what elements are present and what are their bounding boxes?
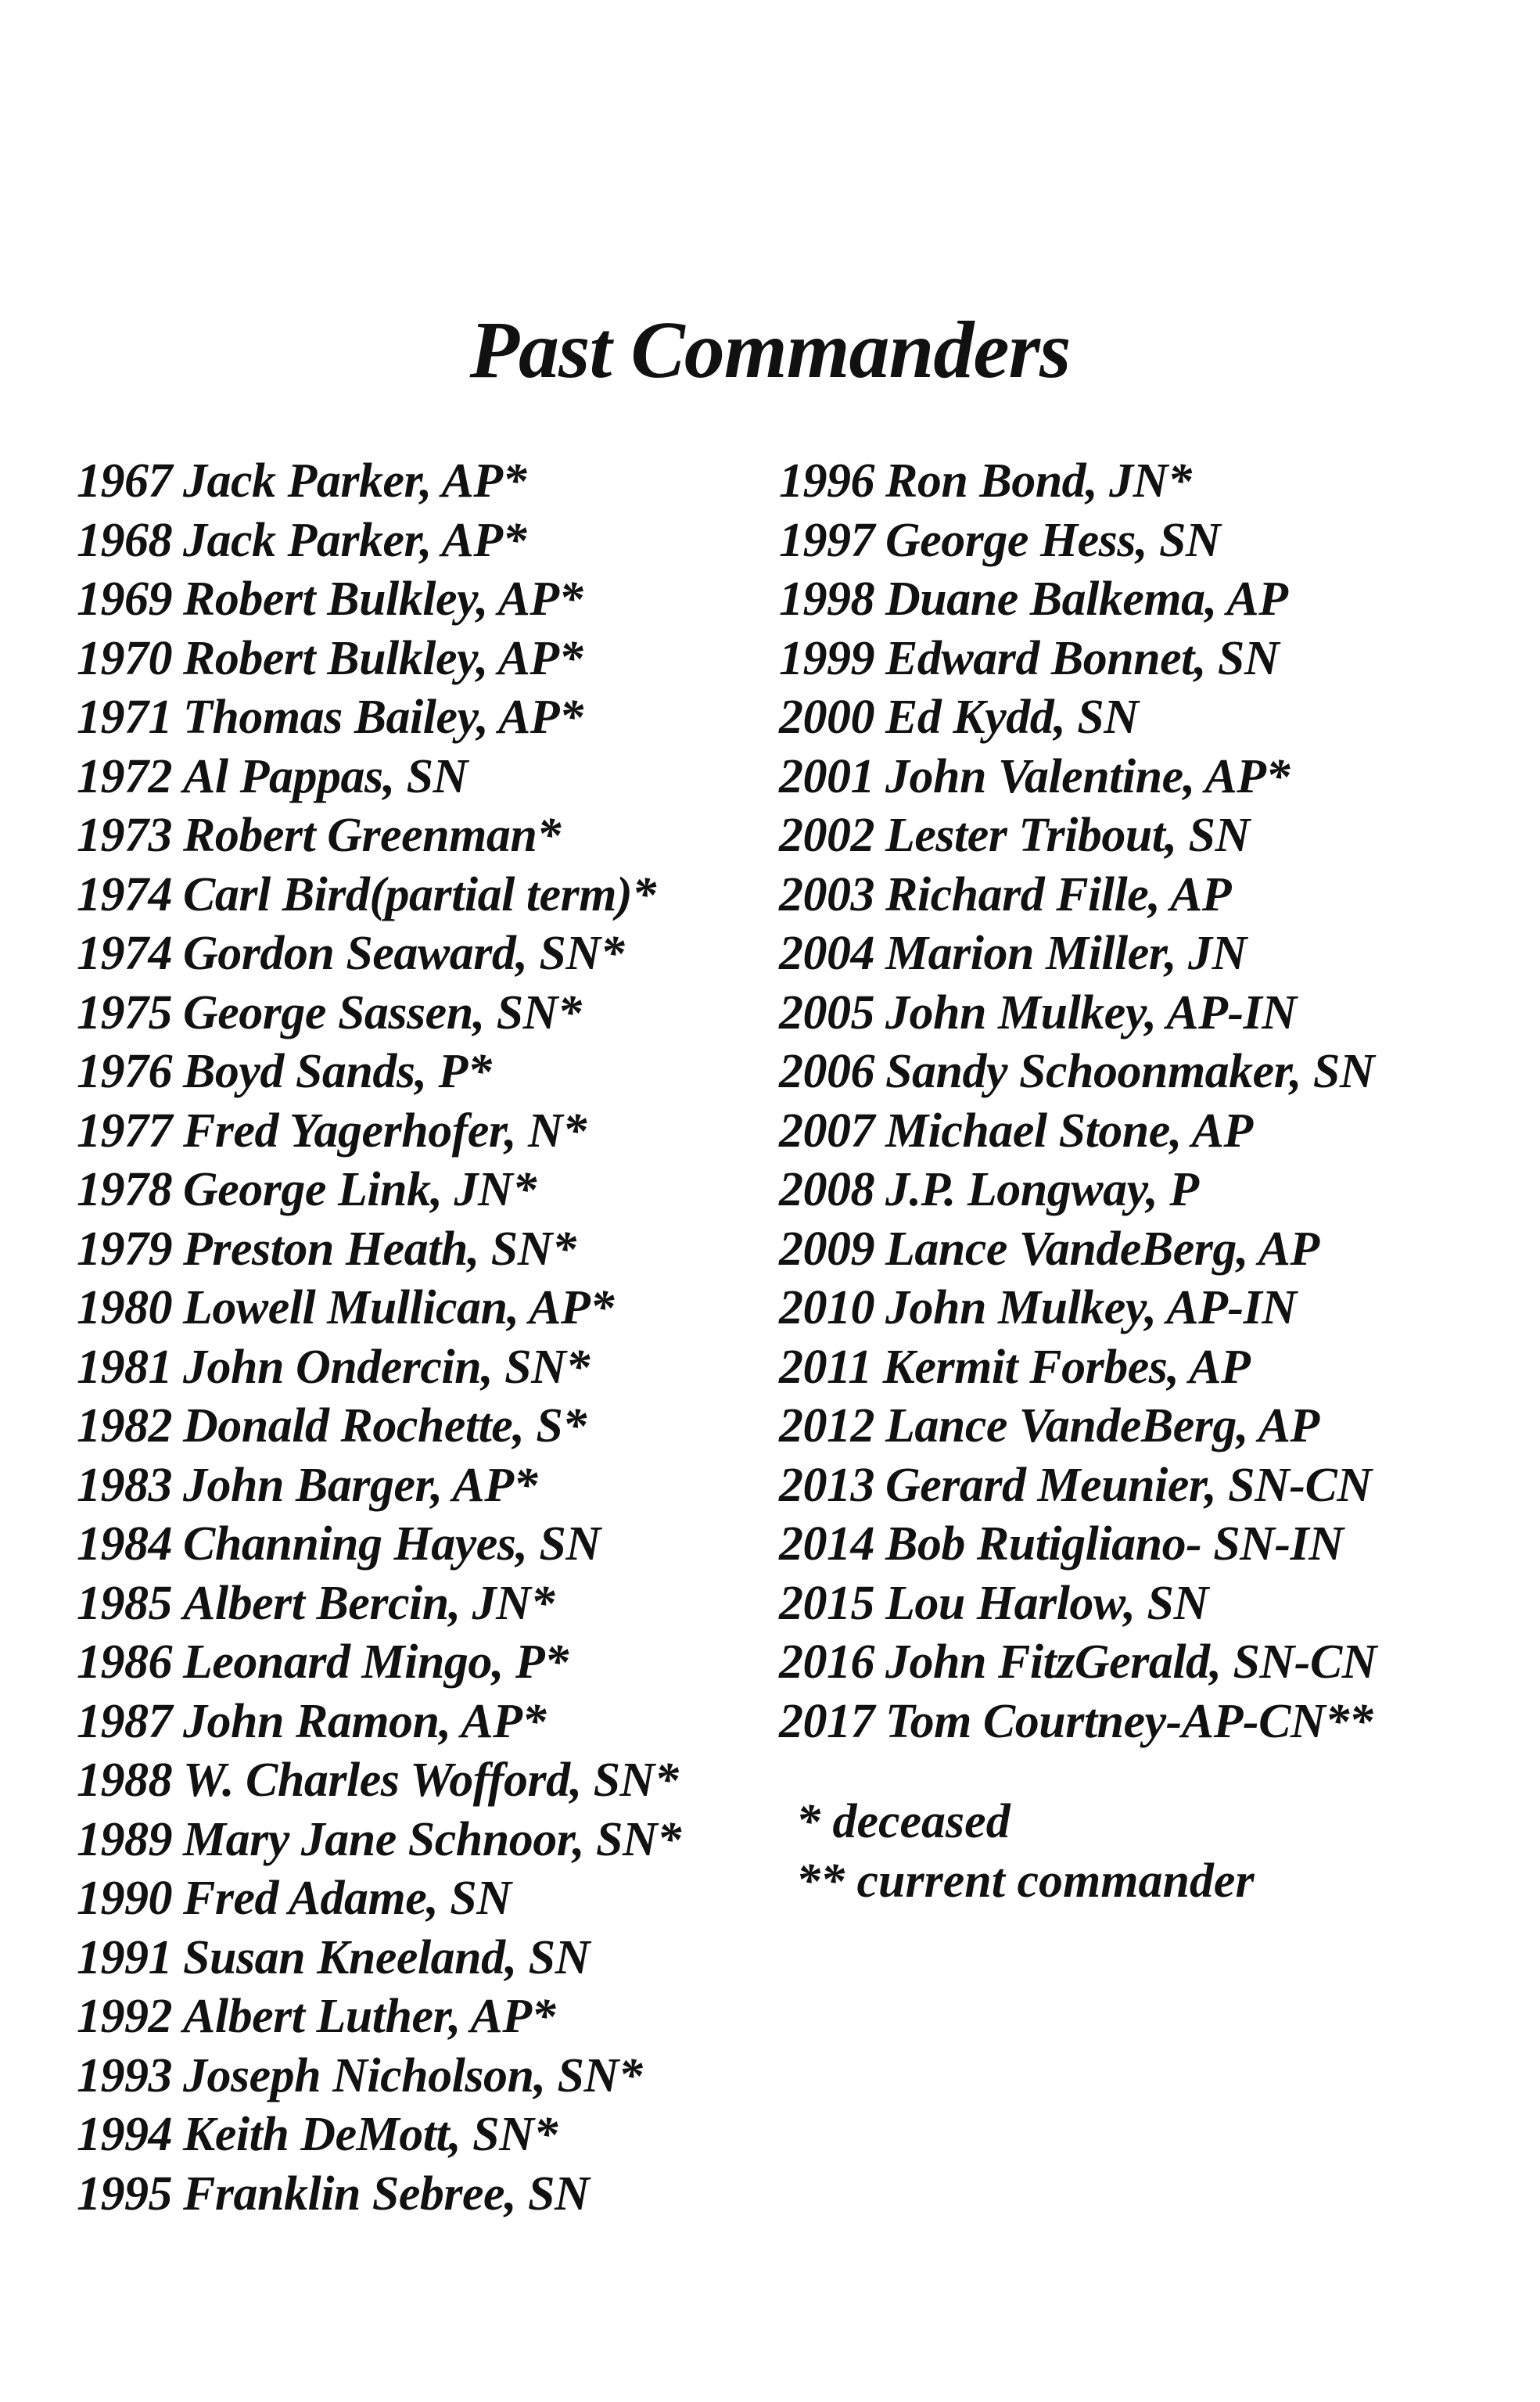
commander-year: 1972	[77, 749, 172, 803]
commander-name: J.P. Longway, P	[885, 1163, 1199, 1216]
commander-year: 1993	[77, 2048, 172, 2102]
commander-name: Bob Rutigliano- SN-IN	[885, 1517, 1344, 1571]
commander-name: John Mulkey, AP-IN	[885, 986, 1297, 1039]
commanders-right-column	[779, 452, 1483, 1751]
commander-year: 2002	[779, 809, 874, 862]
commander-name: Keith DeMott, SN*	[183, 2108, 558, 2161]
commander-year: 2016	[779, 1635, 874, 1689]
commander-entry	[77, 1397, 781, 1456]
commander-name: Fred Yagerhofer, N*	[183, 1104, 587, 1158]
commander-year: 1978	[77, 1163, 172, 1216]
commander-entry	[77, 1751, 781, 1811]
commander-entry	[77, 1102, 781, 1162]
commander-year: 1968	[77, 513, 172, 567]
commander-year: 1992	[77, 1990, 172, 2043]
commander-year: 2010	[779, 1281, 874, 1334]
commander-name: Robert Greenman*	[183, 809, 561, 862]
commander-entry	[779, 748, 1483, 807]
commander-name: John Valentine, AP*	[885, 749, 1291, 803]
commander-entry	[779, 1220, 1483, 1280]
commander-name: Albert Bercin, JN*	[183, 1576, 555, 1630]
commander-year: 1997	[779, 513, 874, 567]
commander-name: Al Pappas, SN	[183, 749, 468, 803]
commander-entry	[77, 806, 781, 866]
commander-name: Lance VandeBerg, AP	[885, 1399, 1319, 1452]
commander-entry	[779, 630, 1483, 689]
commander-name: John Mulkey, AP-IN	[885, 1281, 1297, 1334]
commander-name: Thomas Bailey, AP*	[183, 691, 583, 744]
commander-entry	[779, 1338, 1483, 1398]
commander-year: 2000	[779, 691, 874, 744]
commander-year: 1983	[77, 1458, 172, 1512]
commander-year: 2008	[779, 1163, 874, 1216]
commander-year: 1995	[77, 2167, 172, 2221]
commander-name: Channing Hayes, SN	[183, 1517, 601, 1571]
commander-entry	[77, 1456, 781, 1516]
commander-name: Lou Harlow, SN	[885, 1576, 1208, 1630]
commander-name: Gordon Seaward, SN*	[183, 927, 625, 980]
commander-name: Preston Heath, SN*	[183, 1222, 576, 1276]
commander-entry	[77, 984, 781, 1043]
commander-name: George Hess, SN	[885, 513, 1221, 567]
commander-year: 1980	[77, 1281, 172, 1334]
commander-year: 1994	[77, 2108, 172, 2161]
commander-year: 1988	[77, 1754, 172, 1807]
commander-name: John Ramon, AP*	[183, 1694, 546, 1748]
commander-entry	[77, 1043, 781, 1102]
commander-year: 2007	[779, 1104, 874, 1158]
commander-entry	[77, 1929, 781, 1988]
commander-year: 1973	[77, 809, 172, 862]
commander-name: Mary Jane Schnoor, SN*	[183, 1812, 681, 1866]
commander-name: Robert Bulkley, AP*	[183, 631, 583, 685]
commander-entry	[779, 1693, 1483, 1752]
commander-year: 1976	[77, 1045, 172, 1098]
commander-entry	[779, 1515, 1483, 1574]
commander-name: Jack Parker, AP*	[183, 454, 527, 508]
commander-entry	[77, 1987, 781, 2047]
commander-year: 1985	[77, 1576, 172, 1630]
commander-name: Sandy Schoonmaker, SN	[885, 1045, 1375, 1098]
commander-entry	[77, 1279, 781, 1338]
commander-entry	[779, 1043, 1483, 1102]
commander-name: Albert Luther, AP*	[183, 1990, 556, 2043]
commander-year: 1989	[77, 1812, 172, 1866]
commander-entry	[779, 1397, 1483, 1456]
commander-year: 1981	[77, 1340, 172, 1394]
commander-year: 1998	[779, 573, 874, 626]
commander-name: Boyd Sands, P*	[183, 1045, 492, 1098]
commander-name: Ed Kydd, SN	[885, 691, 1139, 744]
commander-name: George Sassen, SN*	[183, 986, 582, 1039]
page-title: Past Commanders	[469, 305, 1071, 395]
commander-year: 1975	[77, 986, 172, 1039]
commander-entry	[77, 866, 781, 925]
commander-name: John Barger, AP*	[183, 1458, 538, 1512]
commander-year: 2017	[779, 1694, 874, 1748]
legend	[796, 1793, 1255, 1911]
commander-name: John Ondercin, SN*	[183, 1340, 590, 1394]
commander-name: Lowell Mullican, AP*	[183, 1281, 614, 1334]
commander-year: 2009	[779, 1222, 874, 1276]
commander-year: 2012	[779, 1399, 874, 1452]
commander-year: 1984	[77, 1517, 172, 1571]
commander-entry	[77, 570, 781, 630]
commander-year: 1974	[77, 867, 172, 921]
commander-year: 2003	[779, 867, 874, 921]
commander-entry	[77, 748, 781, 807]
commander-name: Franklin Sebree, SN	[183, 2167, 590, 2221]
commander-entry	[779, 1102, 1483, 1162]
commander-year: 2013	[779, 1458, 874, 1512]
commander-entry	[77, 452, 781, 512]
commander-entry	[77, 1811, 781, 1870]
legend-marker: **	[796, 1854, 845, 1908]
commander-name: Richard Fille, AP	[885, 867, 1232, 921]
commander-name: John FitzGerald, SN-CN	[885, 1635, 1377, 1689]
commander-name: Ron Bond, JN*	[885, 454, 1192, 508]
commander-year: 1982	[77, 1399, 172, 1452]
commander-entry	[77, 2106, 781, 2165]
commander-entry	[779, 1633, 1483, 1693]
commander-entry	[77, 2047, 781, 2106]
commander-year: 1990	[77, 1872, 172, 1925]
commander-entry	[779, 925, 1483, 984]
commander-entry	[779, 570, 1483, 630]
commander-entry	[77, 688, 781, 748]
commander-year: 1969	[77, 573, 172, 626]
commander-year: 1987	[77, 1694, 172, 1748]
commander-entry	[779, 806, 1483, 866]
commander-entry	[77, 1515, 781, 1574]
commander-year: 1996	[779, 454, 874, 508]
commander-year: 1970	[77, 631, 172, 685]
commander-year: 1991	[77, 1930, 172, 1984]
commander-name: Robert Bulkley, AP*	[183, 573, 583, 626]
commander-name: Donald Rochette, S*	[183, 1399, 587, 1452]
commander-name: Marion Miller, JN	[885, 927, 1247, 980]
commander-entry	[779, 452, 1483, 512]
legend-text: deceased	[832, 1795, 1011, 1848]
commander-year: 2004	[779, 927, 874, 980]
commander-name: W. Charles Wofford, SN*	[183, 1754, 679, 1807]
commander-year: 1971	[77, 691, 172, 744]
commander-year: 1974	[77, 927, 172, 980]
commander-name: Tom Courtney-AP-CN**	[885, 1694, 1373, 1748]
commander-entry	[77, 512, 781, 571]
commander-name: Joseph Nicholson, SN*	[183, 2048, 643, 2102]
commander-entry	[779, 1161, 1483, 1220]
commander-name: Lester Tribout, SN	[885, 809, 1250, 862]
commander-year: 2011	[779, 1340, 872, 1394]
commander-name: Susan Kneeland, SN	[183, 1930, 590, 1984]
commander-year: 2014	[779, 1517, 874, 1571]
commander-name: Jack Parker, AP*	[183, 513, 527, 567]
commander-year: 2015	[779, 1576, 874, 1630]
commander-entry	[77, 925, 781, 984]
commander-name: George Link, JN*	[183, 1163, 537, 1216]
commander-entry	[779, 512, 1483, 571]
commander-name: Edward Bonnet, SN	[885, 631, 1280, 685]
commander-entry	[779, 866, 1483, 925]
commander-entry	[77, 1869, 781, 1929]
legend-marker: *	[796, 1795, 820, 1848]
commander-entry	[77, 1161, 781, 1220]
commander-entry	[779, 688, 1483, 748]
commander-entry	[77, 1574, 781, 1634]
commander-year: 2001	[779, 749, 874, 803]
commander-name: Gerard Meunier, SN-CN	[885, 1458, 1372, 1512]
commander-entry	[77, 2165, 781, 2224]
commander-entry	[779, 1279, 1483, 1338]
commander-name: Fred Adame, SN	[183, 1872, 512, 1925]
commanders-left-column	[77, 452, 781, 2224]
commander-entry	[77, 1338, 781, 1398]
commander-name: Duane Balkema, AP	[885, 573, 1288, 626]
commander-entry	[779, 1574, 1483, 1634]
commander-year: 1986	[77, 1635, 172, 1689]
commander-entry	[77, 1220, 781, 1280]
legend-deceased	[796, 1793, 1255, 1852]
commander-entry	[779, 984, 1483, 1043]
commander-year: 2005	[779, 986, 874, 1039]
commander-entry	[77, 1633, 781, 1693]
commander-name: Leonard Mingo, P*	[183, 1635, 569, 1689]
commander-year: 1977	[77, 1104, 172, 1158]
commander-year: 1967	[77, 454, 172, 508]
commander-name: Lance VandeBerg, AP	[885, 1222, 1319, 1276]
commander-year: 2006	[779, 1045, 874, 1098]
commander-year: 1979	[77, 1222, 172, 1276]
commander-name: Carl Bird(partial term)*	[183, 867, 656, 921]
legend-text: current commander	[856, 1854, 1255, 1908]
commander-entry	[77, 1693, 781, 1752]
commander-name: Michael Stone, AP	[885, 1104, 1253, 1158]
commander-year: 1999	[779, 631, 874, 685]
legend-current-commander	[796, 1852, 1255, 1912]
commander-entry	[77, 630, 781, 689]
commander-name: Kermit Forbes, AP	[882, 1340, 1251, 1394]
commander-entry	[779, 1456, 1483, 1516]
